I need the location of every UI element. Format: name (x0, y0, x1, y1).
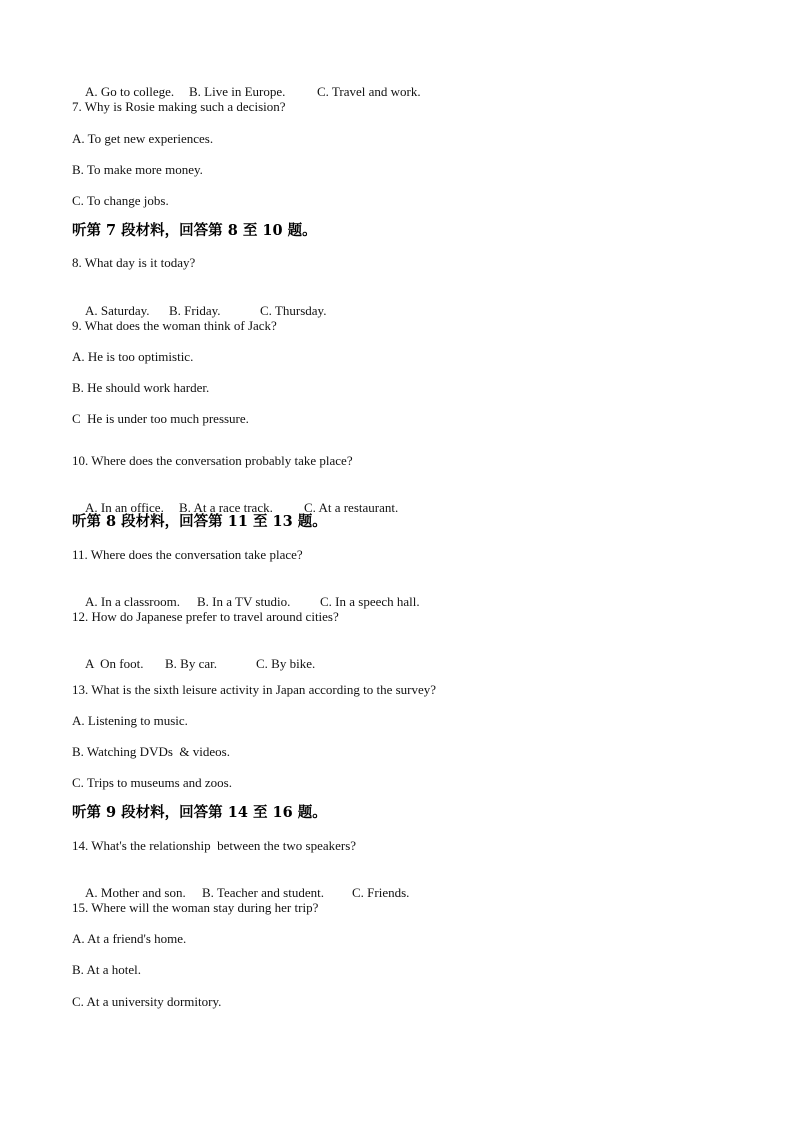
q9-option-a: A. He is too optimistic. (72, 349, 194, 364)
section-8-heading: 听第 8 段材料，回答第 11 至 13 题。 (72, 513, 327, 530)
q12-option-b: B. By car. (165, 656, 217, 671)
q11-option-b: B. In a TV studio. (197, 594, 291, 609)
q9-option-c: C He is under too much pressure. (72, 411, 249, 426)
q15-option-a: A. At a friend's home. (72, 931, 187, 946)
q8-option-a: A. Saturday. (85, 303, 150, 318)
q7-option-a: A. To get new experiences. (72, 131, 214, 146)
q10-option-a: A. In an office. (85, 500, 164, 515)
q10-question: 10. Where does the conversation probably take place? (72, 453, 353, 468)
q8-question: 8. What day is it today? (72, 255, 196, 270)
q15-question: 15. Where will the woman stay during her trip? (72, 900, 319, 915)
q6-option-c: C. Travel and work. (317, 84, 421, 99)
q12-question: 12. How do Japanese prefer to travel around cities? (72, 609, 339, 624)
q12-options (72, 640, 316, 688)
q11-question: 11. Where does the conversation take place? (72, 547, 303, 562)
section-7-heading: 听第 7 段材料，回答第 8 至 10 题。 (72, 222, 317, 239)
q10-option-b: B. At a race track. (179, 500, 273, 515)
q14-question: 14. What's the relationship between the two speakers? (72, 838, 357, 853)
q9-option-b: B. He should work harder. (72, 380, 210, 395)
q11-option-a: A. In a classroom. (85, 594, 180, 609)
q13-question: 13. What is the sixth leisure activity in Japan according to the survey? (72, 682, 437, 697)
q13-option-c: C. Trips to museums and zoos. (72, 775, 232, 790)
q15-option-b: B. At a hotel. (72, 962, 141, 977)
q14-option-a: A. Mother and son. (85, 885, 186, 900)
q11-option-c: C. In a speech hall. (320, 594, 420, 609)
q13-option-b: B. Watching DVDs & videos. (72, 744, 230, 759)
q14-option-c: C. Friends. (352, 885, 410, 900)
section-9-heading: 听第 9 段材料，回答第 14 至 16 题。 (72, 804, 327, 821)
q13-option-a: A. Listening to music. (72, 713, 188, 728)
q8-option-c: C. Thursday. (260, 303, 327, 318)
q9-question: 9. What does the woman think of Jack? (72, 318, 277, 333)
q6-option-b: B. Live in Europe. (189, 84, 286, 99)
q7-question: 7. Why is Rosie making such a decision? (72, 99, 286, 114)
q6-option-a: A. Go to college. (85, 84, 175, 99)
q12-option-a: A On foot. (85, 656, 144, 671)
q15-option-c: C. At a university dormitory. (72, 994, 222, 1009)
q7-option-b: B. To make more money. (72, 162, 203, 177)
q7-option-c: C. To change jobs. (72, 193, 169, 208)
q14-option-b: B. Teacher and student. (202, 885, 324, 900)
q12-option-c: C. By bike. (256, 656, 316, 671)
q10-option-c: C. At a restaurant. (304, 500, 399, 515)
q8-option-b: B. Friday. (169, 303, 221, 318)
